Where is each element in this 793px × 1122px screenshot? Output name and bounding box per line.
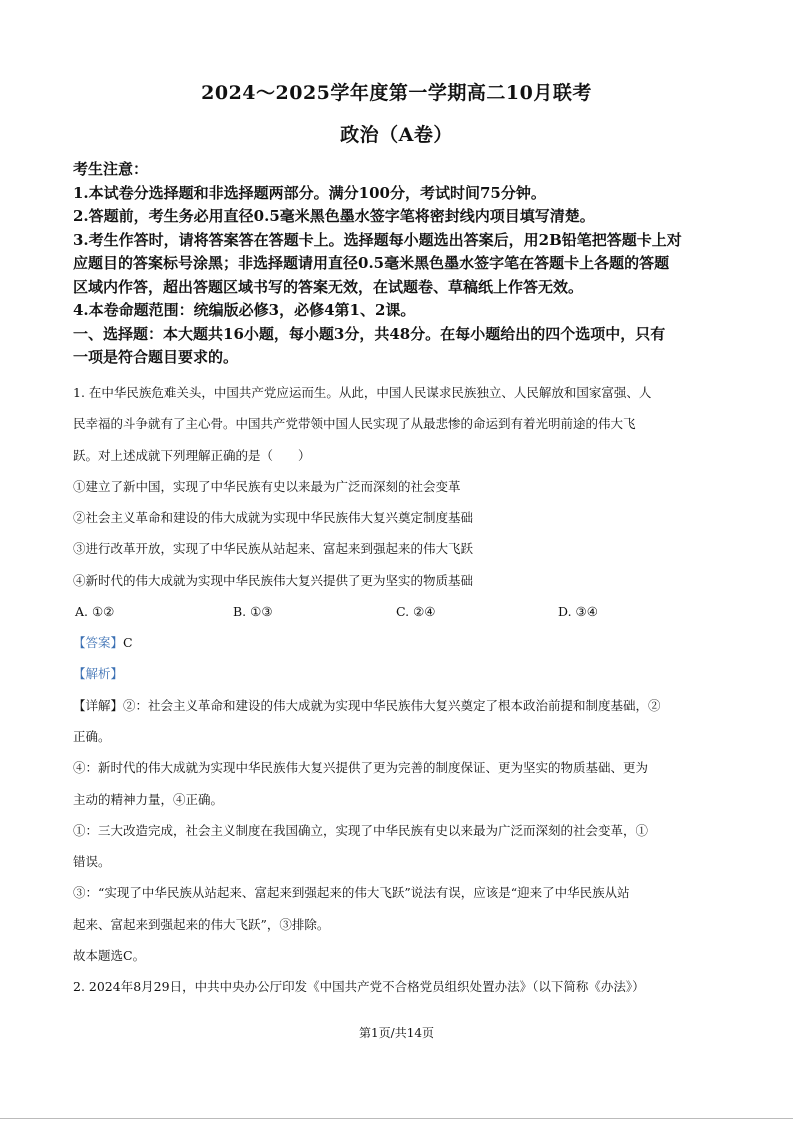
notice-line: 3.考生作答时，请将答案答在答题卡上。选择题每小题选出答案后，用2B铅笔把答题卡上对 [73, 230, 682, 249]
notice-line: 2.答题前，考生务必用直径0.5毫米黑色墨水签字笔将密封线内项目填写清楚。 [73, 207, 595, 225]
statement: ③进行改革开放，实现了中华民族从站起来、富起来到强起来的伟大飞跃 [73, 541, 474, 557]
question-2-start: 2. 2024年8月29日，中共中央办公厅印发《中国共产党不合格党员组织处置办法》（以下简称《办法》） [73, 979, 645, 995]
section-heading: 一、选择题：本大题共16小题，每小题3分，共48分。在每小题给出的四个选项中，只有 [73, 324, 666, 343]
question-stem-line: 1. 在中华民族危难关头，中国共产党应运而生。从此，中国人民谋求民族独立、人民解放和国家富强、人 [73, 385, 652, 400]
answer-line [73, 627, 723, 658]
statement: ②社会主义革命和建设的伟大成就为实现中华民族伟大复兴奠定制度基础 [73, 510, 474, 526]
option-d: D. ③④ [558, 604, 598, 620]
question-stem-line: 民幸福的斗争就有了主心骨。中国共产党带领中国人民实现了从最悲惨的命运到有着光明前途的伟大飞 [73, 416, 636, 432]
question-stem-line: 跃。对上述成就下列理解正确的是（ ） [73, 447, 311, 463]
exam-title: 2024～2025学年度第一学期高二10月联考 [201, 82, 592, 104]
detail-text: ④：新时代的伟大成就为实现中华民族伟大复兴提供了更为完善的制度保证、更为坚实的物质基础、更为 [73, 760, 649, 776]
detail-label: 【详解】 [73, 697, 124, 713]
option-b: B. ①③ [233, 604, 273, 620]
exam-subtitle: 政治（A卷） [340, 124, 453, 146]
statement: ④新时代的伟大成就为实现中华民族伟大复兴提供了更为坚实的物质基础 [73, 572, 474, 588]
detail-text: ③：“实现了中华民族从站起来、富起来到强起来的伟大飞跃”说法有误，应该是“迎来了中华民族从站 [73, 885, 630, 901]
detail-text: ①：三大改造完成，社会主义制度在我国确立，实现了中华民族有史以来最为广泛而深刻的社会变革，① [73, 822, 649, 838]
answer-label: 【答案】 [73, 635, 124, 651]
answer-options [73, 596, 723, 627]
candidate-notice [73, 158, 723, 370]
notice-line: 4.本卷命题范围：统编版必修3，必修4第1、2课。 [73, 301, 416, 319]
section-heading: 一项是符合题目要求的。 [73, 348, 239, 366]
analysis-label: 【解析】 [73, 666, 124, 682]
answer-value: C [123, 635, 133, 651]
option-c: C. ②④ [396, 604, 436, 620]
detail-text: ②：社会主义革命和建设的伟大成就为实现中华民族伟大复兴奠定了根本政治前提和制度基础，② [123, 697, 661, 713]
detail-text: 错误。 [73, 854, 111, 870]
notice-line: 1.本试卷分选择题和非选择题两部分。满分100分，考试时间75分钟。 [73, 183, 546, 202]
notice-line: 应题目的答案标号涂黑；非选择题请用直径0.5毫米黑色墨水签字笔在答题卡上各题的答题 [73, 254, 670, 272]
option-a: A. ①② [75, 604, 115, 620]
notice-heading: 考生注意： [73, 160, 149, 178]
detail-text: 正确。 [73, 728, 111, 744]
question-1 [73, 377, 723, 1003]
page-footer: 第1页/共14页 [359, 1026, 434, 1040]
statement: ①建立了新中国，实现了中华民族有史以来最为广泛而深刻的社会变革 [73, 478, 461, 494]
detail-text: 故本题选C。 [73, 948, 146, 964]
notice-line: 区域内作答，超出答题区域书写的答案无效，在试题卷、草稿纸上作答无效。 [73, 277, 584, 296]
page-bottom-border [0, 1118, 793, 1119]
detail-line [73, 690, 723, 721]
detail-text: 主动的精神力量，④正确。 [73, 791, 224, 807]
detail-text: 起来、富起来到强起来的伟大飞跃”，③排除。 [73, 916, 330, 932]
